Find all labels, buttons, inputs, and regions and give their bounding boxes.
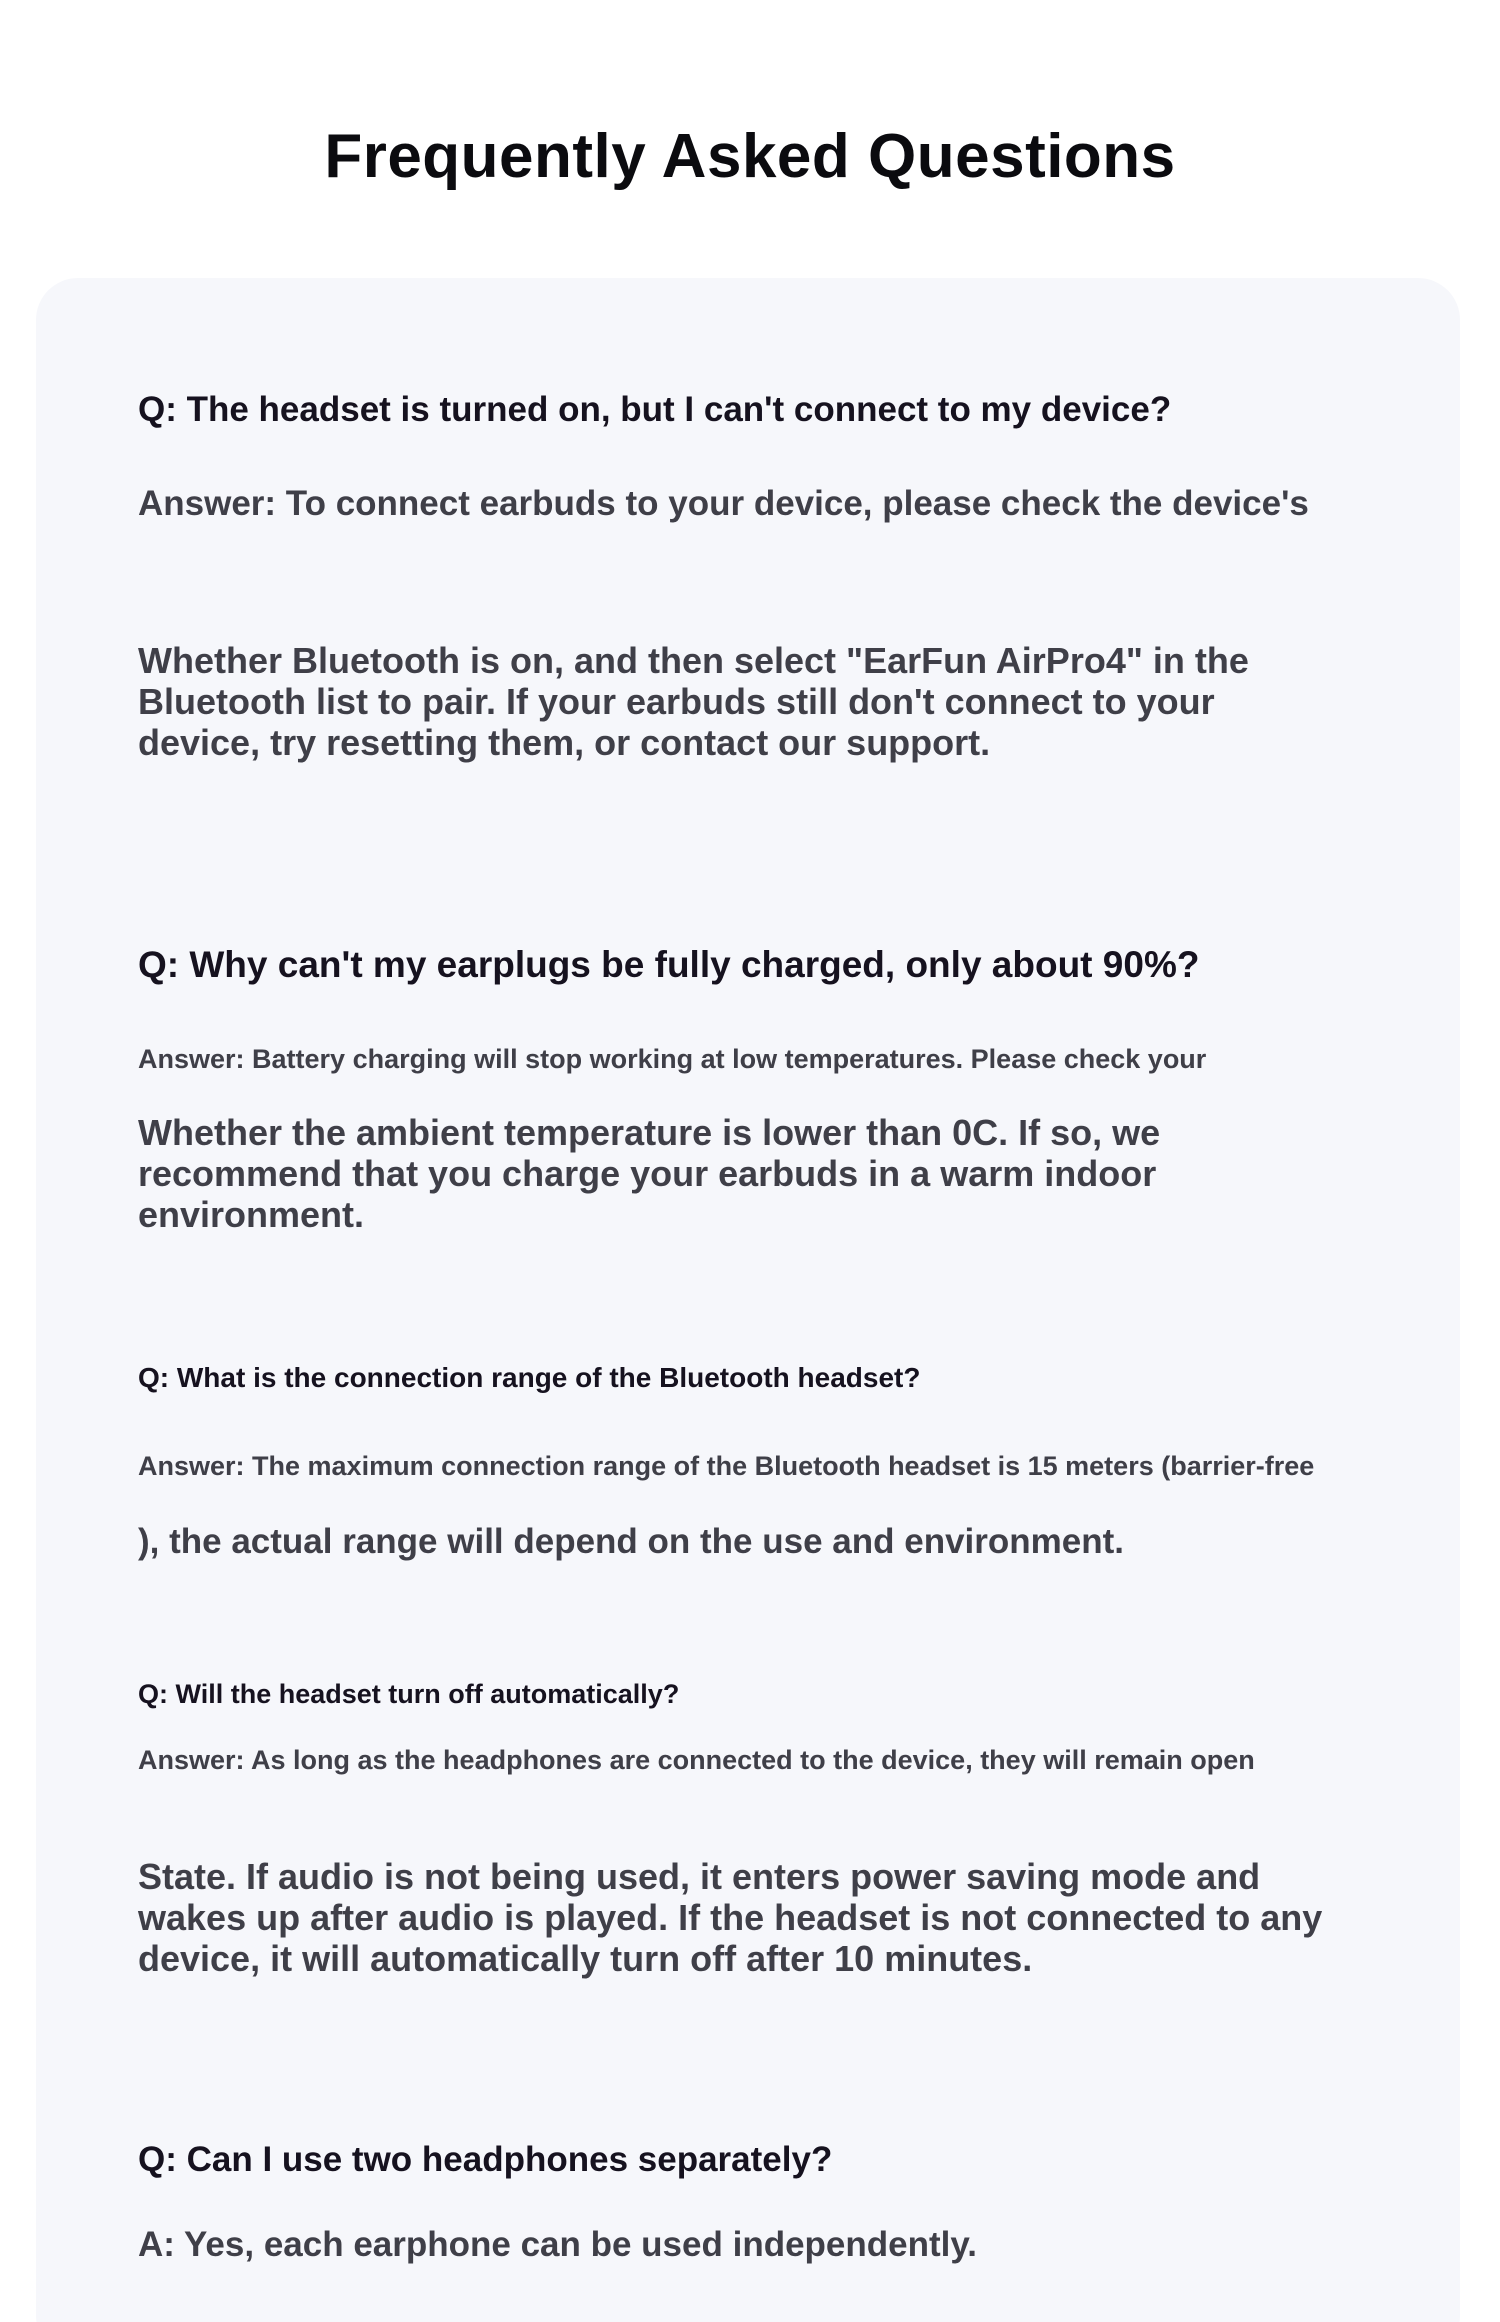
faq-answer-4-intro: Answer: As long as the headphones are connected to the device, they will remain open	[138, 1745, 1255, 1775]
faq-answer-1-intro: Answer: To connect earbuds to your device, please check the device's	[138, 484, 1309, 523]
faq-answer-4-body: State. If audio is not being used, it enters power saving mode and wakes up after audio is played. If the headset is not connected to any device, it will automatically turn off after 10 minutes.	[138, 1856, 1323, 1979]
faq-answer-5: A: Yes, each earphone can be used independently.	[138, 2225, 977, 2264]
faq-answer-2-body: Whether the ambient temperature is lower than 0C. If so, we recommend that you charge your earbuds in a warm indoor environment.	[138, 1112, 1161, 1235]
faq-question-1: Q: The headset is turned on, but I can't connect to my device?	[138, 390, 1172, 429]
faq-answer-1-body: Whether Bluetooth is on, and then select "EarFun AirPro4" in the Bluetooth list to pair. If your earbuds still don't connect to your device, try resetting them, or contact our support.	[138, 640, 1249, 763]
page-title: Frequently Asked Questions	[324, 121, 1176, 191]
faq-question-3: Q: What is the connection range of the Bluetooth headset?	[138, 1362, 921, 1393]
faq-question-5: Q: Can I use two headphones separately?	[138, 2140, 833, 2179]
faq-answer-3-intro: Answer: The maximum connection range of the Bluetooth headset is 15 meters (barrier-free	[138, 1451, 1315, 1481]
faq-card	[36, 278, 1460, 2322]
faq-question-4: Q: Will the headset turn off automatically?	[138, 1679, 680, 1709]
faq-answer-3-body: ), the actual range will depend on the use and environment.	[138, 1522, 1124, 1561]
faq-answer-2-intro: Answer: Battery charging will stop working at low temperatures. Please check your	[138, 1044, 1207, 1074]
faq-question-2: Q: Why can't my earplugs be fully charged, only about 90%?	[138, 944, 1200, 985]
